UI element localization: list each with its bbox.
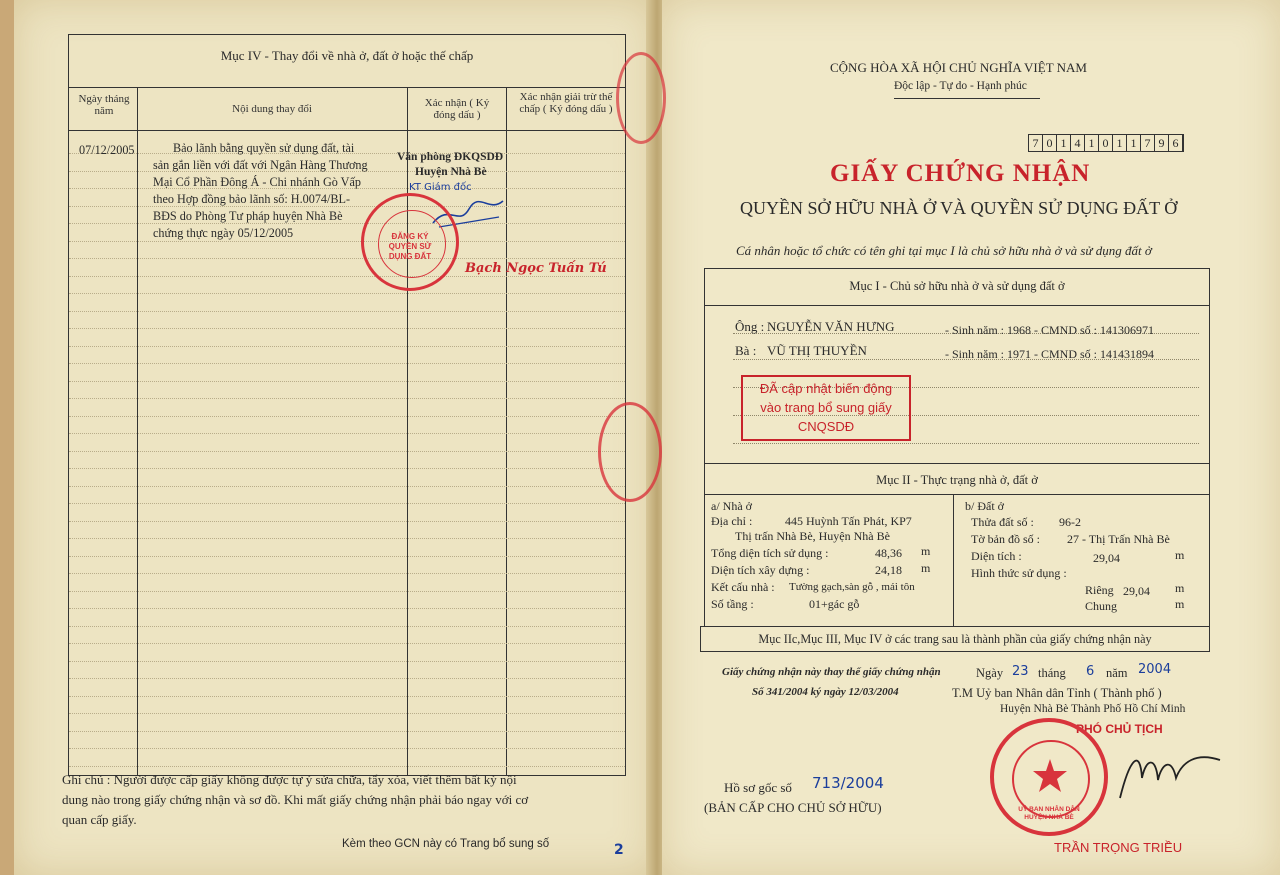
section-i-title: Mục I - Chủ sở hữu nhà ở và sử dụng đất ở [849, 279, 1065, 293]
house-total-area: 48,36 [875, 546, 902, 560]
country-name: CỘNG HÒA XÃ HỘI CHỦ NGHĨA VIỆT NAM [830, 60, 1087, 75]
land-shared-label: Chung [1085, 599, 1118, 613]
authority-line-2: Huyện Nhà Bè Thành Phố Hồ Chí Minh [1000, 703, 1186, 715]
update-stamp-line-1: ĐÃ cập nhật biến động [759, 381, 893, 396]
ruled-line [69, 398, 625, 399]
section-ii-column-divider [953, 494, 954, 626]
serial-digit: 1 [1057, 135, 1071, 151]
section-iv-table [68, 34, 626, 776]
ruled-line [69, 486, 625, 487]
district-seal: UỶ BAN NHÂN DÂN HUYỆN NHÀ BÈ [990, 718, 1108, 836]
house-floors-label: Số tầng : [711, 597, 754, 611]
section-ii-divider [705, 494, 1209, 495]
owner-2-info: - Sinh năm : 1971 - CMND số : 141431894 [945, 347, 1155, 361]
ruled-line [69, 521, 625, 522]
land-area-unit: m [1175, 548, 1185, 562]
owner-2-name: VŨ THỊ THUYỀN [767, 343, 867, 358]
note-line-1: Ghi chú : Người được cấp giấy không được tự ý sửa chữa, tẩy xóa, viết thêm bất kỳ nội [62, 772, 517, 787]
col-divider-2 [407, 87, 408, 775]
section-ii-title: Mục II - Thực trạng nhà ở, đất ở [876, 473, 1038, 487]
house-floors: 01+gác gỗ [809, 597, 860, 611]
certificate-title: GIẤY CHỨNG NHẬN [830, 160, 1091, 187]
ruled-line [69, 538, 625, 539]
ruled-line [69, 451, 625, 452]
attached-number: 2 [614, 842, 624, 858]
replace-note-1: Giấy chứng nhận này thay thế giấy chứng nhận [722, 666, 941, 678]
section-i-divider [705, 305, 1209, 306]
serial-digit: 6 [1169, 135, 1183, 151]
house-total-area-unit: m [921, 544, 931, 558]
update-stamp-line-3: CNQSDĐ [797, 419, 855, 434]
owner-2-prefix: Bà : [735, 343, 757, 358]
land-private-label: Riêng [1085, 583, 1114, 597]
col-header-date: Ngày tháng năm [78, 93, 130, 117]
motto-underline [894, 98, 1040, 99]
col-header-confirm: Xác nhận ( Ký đóng dấu ) [424, 97, 490, 121]
house-structure-label: Kết cấu nhà : [711, 580, 775, 594]
ruled-line [69, 468, 625, 469]
ruled-line [69, 311, 625, 312]
col-divider-3 [506, 87, 507, 775]
house-address-label: Địa chỉ : [711, 514, 753, 528]
owner-1-prefix: Ông : [735, 319, 765, 334]
date-day: 23 [1012, 664, 1029, 679]
date-month-label: tháng [1038, 666, 1066, 680]
land-private-area: 29,04 [1123, 584, 1150, 598]
ruled-line [69, 346, 625, 347]
ruled-line [69, 293, 625, 294]
section-i-box [704, 268, 1210, 464]
serial-digit: 1 [1085, 135, 1099, 151]
edge-stamp-lower [598, 402, 662, 502]
land-plot: 96-2 [1059, 515, 1081, 529]
owner-1-name: NGUYỄN VĂN HƯNG [767, 319, 895, 334]
land-map-label: Tờ bản đồ số : [971, 532, 1041, 546]
serial-digit: 0 [1043, 135, 1057, 151]
ruled-line [69, 416, 625, 417]
registration-office-stamp: ĐĂNG KÝ QUYỀN SỬ DỤNG ĐẤT [361, 193, 459, 291]
footer-box-text: Mục IIc,Mục III, Mục IV ở các trang sau là thành phần của giấy chứng nhận này [758, 632, 1152, 646]
col-divider-1 [137, 87, 138, 775]
header-top-line [69, 87, 625, 88]
land-plot-label: Thửa đất số : [971, 515, 1034, 529]
ruled-line [69, 696, 625, 697]
land-shared-unit: m [1175, 597, 1185, 611]
ruled-line [69, 433, 625, 434]
house-built-area-unit: m [921, 561, 931, 575]
confirm-role: KT Giám đốc [409, 182, 472, 193]
section-iv-title: Mục IV - Thay đổi về nhà ở, đất ở hoặc thế chấp [220, 48, 474, 63]
ruled-line [69, 661, 625, 662]
date-year-label: năm [1106, 666, 1128, 680]
header-bottom-line [69, 130, 625, 131]
entry-content-line-6: chứng thực ngày 05/12/2005 [153, 226, 294, 240]
ruled-line [69, 643, 625, 644]
land-private-unit: m [1175, 581, 1185, 595]
note-line-2: dung nào trong giấy chứng nhận và sơ đồ. Khi mất giấy chứng nhận phải báo ngay với cơ [62, 792, 529, 807]
ruled-line [69, 748, 625, 749]
star-emblem-icon [1030, 756, 1070, 796]
update-stamp-line-2: vào trang bổ sung giấy [760, 400, 892, 415]
house-built-area: 24,18 [875, 563, 902, 577]
entry-content-line-4: theo Hợp đồng bảo lãnh số: H.0074/BL- [153, 192, 351, 206]
house-address-1: 445 Huỳnh Tấn Phát, KP7 [785, 514, 912, 528]
ruled-line [69, 363, 625, 364]
file-number: 713/2004 [812, 774, 884, 792]
update-stamp [741, 375, 911, 441]
ruled-line [69, 381, 625, 382]
land-area: 29,04 [1093, 551, 1120, 565]
house-heading: a/ Nhà ở [711, 499, 752, 513]
certificate-subtitle: QUYỀN SỞ HỮU NHÀ Ở VÀ QUYỀN SỬ DỤNG ĐẤT Ở [740, 198, 1178, 218]
serial-number [1028, 134, 1184, 152]
motto: Độc lập - Tự do - Hạnh phúc [894, 80, 1027, 92]
footer-box [700, 626, 1210, 652]
date-month: 6 [1086, 664, 1095, 679]
chairman-signature-icon [1100, 738, 1230, 808]
house-total-area-label: Tổng diện tích sử dụng : [711, 546, 829, 560]
ruled-line [69, 556, 625, 557]
house-structure: Tường gạch,sàn gỗ , mái tôn [789, 581, 915, 593]
ruled-line [69, 608, 625, 609]
note-line-3: quan cấp giấy. [62, 812, 137, 827]
house-address-2: Thị trấn Nhà Bè, Huyện Nhà Bè [735, 529, 890, 543]
ruled-line [69, 503, 625, 504]
vice-chair-title: PHÓ CHỦ TỊCH [1076, 722, 1163, 736]
ruled-line [69, 626, 625, 627]
house-built-area-label: Diện tích xây dựng : [711, 563, 810, 577]
serial-digit: 9 [1155, 135, 1169, 151]
confirm-signer-name: Bạch Ngọc Tuấn Tú [465, 261, 607, 276]
ruled-line [69, 258, 625, 259]
entry-content-line-2: sản gắn liền với đất với Ngân Hàng Thương [153, 158, 368, 172]
ruled-line [69, 573, 625, 574]
land-map: 27 - Thị Trấn Nhà Bè [1067, 532, 1170, 546]
ruled-line [69, 731, 625, 732]
edge-stamp-upper [616, 52, 666, 144]
entry-content-line-5: BĐS do Phòng Tư pháp huyện Nhà Bè [153, 209, 343, 223]
serial-digit: 0 [1099, 135, 1113, 151]
dotted-line [733, 443, 1199, 444]
col-header-release: Xác nhận giải trừ thế chấp ( Ký đóng dấu ) [519, 91, 613, 115]
file-label: Hồ sơ gốc số [724, 780, 792, 795]
authority-line-1: T.M Uỷ ban Nhân dân Tỉnh ( Thành phố ) [952, 686, 1162, 700]
serial-digit: 7 [1141, 135, 1155, 151]
serial-digit: 4 [1071, 135, 1085, 151]
section-ii-box [704, 463, 1210, 627]
confirm-office: Văn phòng ĐKQSDĐ [397, 151, 504, 163]
signer-name: TRẦN TRỌNG TRIỀU [1054, 840, 1183, 855]
entry-date: 07/12/2005 [79, 143, 135, 157]
replace-note-2: Số 341/2004 ký ngày 12/03/2004 [752, 686, 899, 698]
certificate-intro: Cá nhân hoặc tổ chức có tên ghi tại mục I là chủ sở hữu nhà ở và sử dụng đất ở [736, 243, 1152, 258]
date-prefix: Ngày [976, 666, 1004, 680]
entry-content-line-3: Mại Cổ Phần Đông Á - Chi nhánh Gò Vấp [153, 175, 361, 189]
ruled-line [69, 328, 625, 329]
serial-digit: 1 [1127, 135, 1141, 151]
confirm-district: Huyện Nhà Bè [415, 166, 487, 178]
land-usage-label: Hình thức sử dụng : [971, 566, 1067, 580]
owner-1-info: - Sinh năm : 1968 - CMND số : 141306971 [945, 323, 1155, 337]
ruled-line [69, 713, 625, 714]
land-heading: b/ Đất ở [965, 499, 1005, 513]
date-year: 2004 [1138, 662, 1172, 677]
land-area-label: Diện tích : [971, 549, 1022, 563]
col-header-content: Nội dung thay đổi [232, 103, 312, 115]
entry-content-line-1: Bảo lãnh bằng quyền sử dụng đất, tài [173, 141, 355, 155]
attached-note: Kèm theo GCN này có Trang bổ sung số [342, 838, 550, 850]
copy-note: (BẢN CẤP CHO CHỦ SỞ HỮU) [704, 800, 882, 815]
ruled-line [69, 766, 625, 767]
ruled-line [69, 591, 625, 592]
serial-digit: 1 [1113, 135, 1127, 151]
ruled-line [69, 678, 625, 679]
serial-digit: 7 [1029, 135, 1043, 151]
